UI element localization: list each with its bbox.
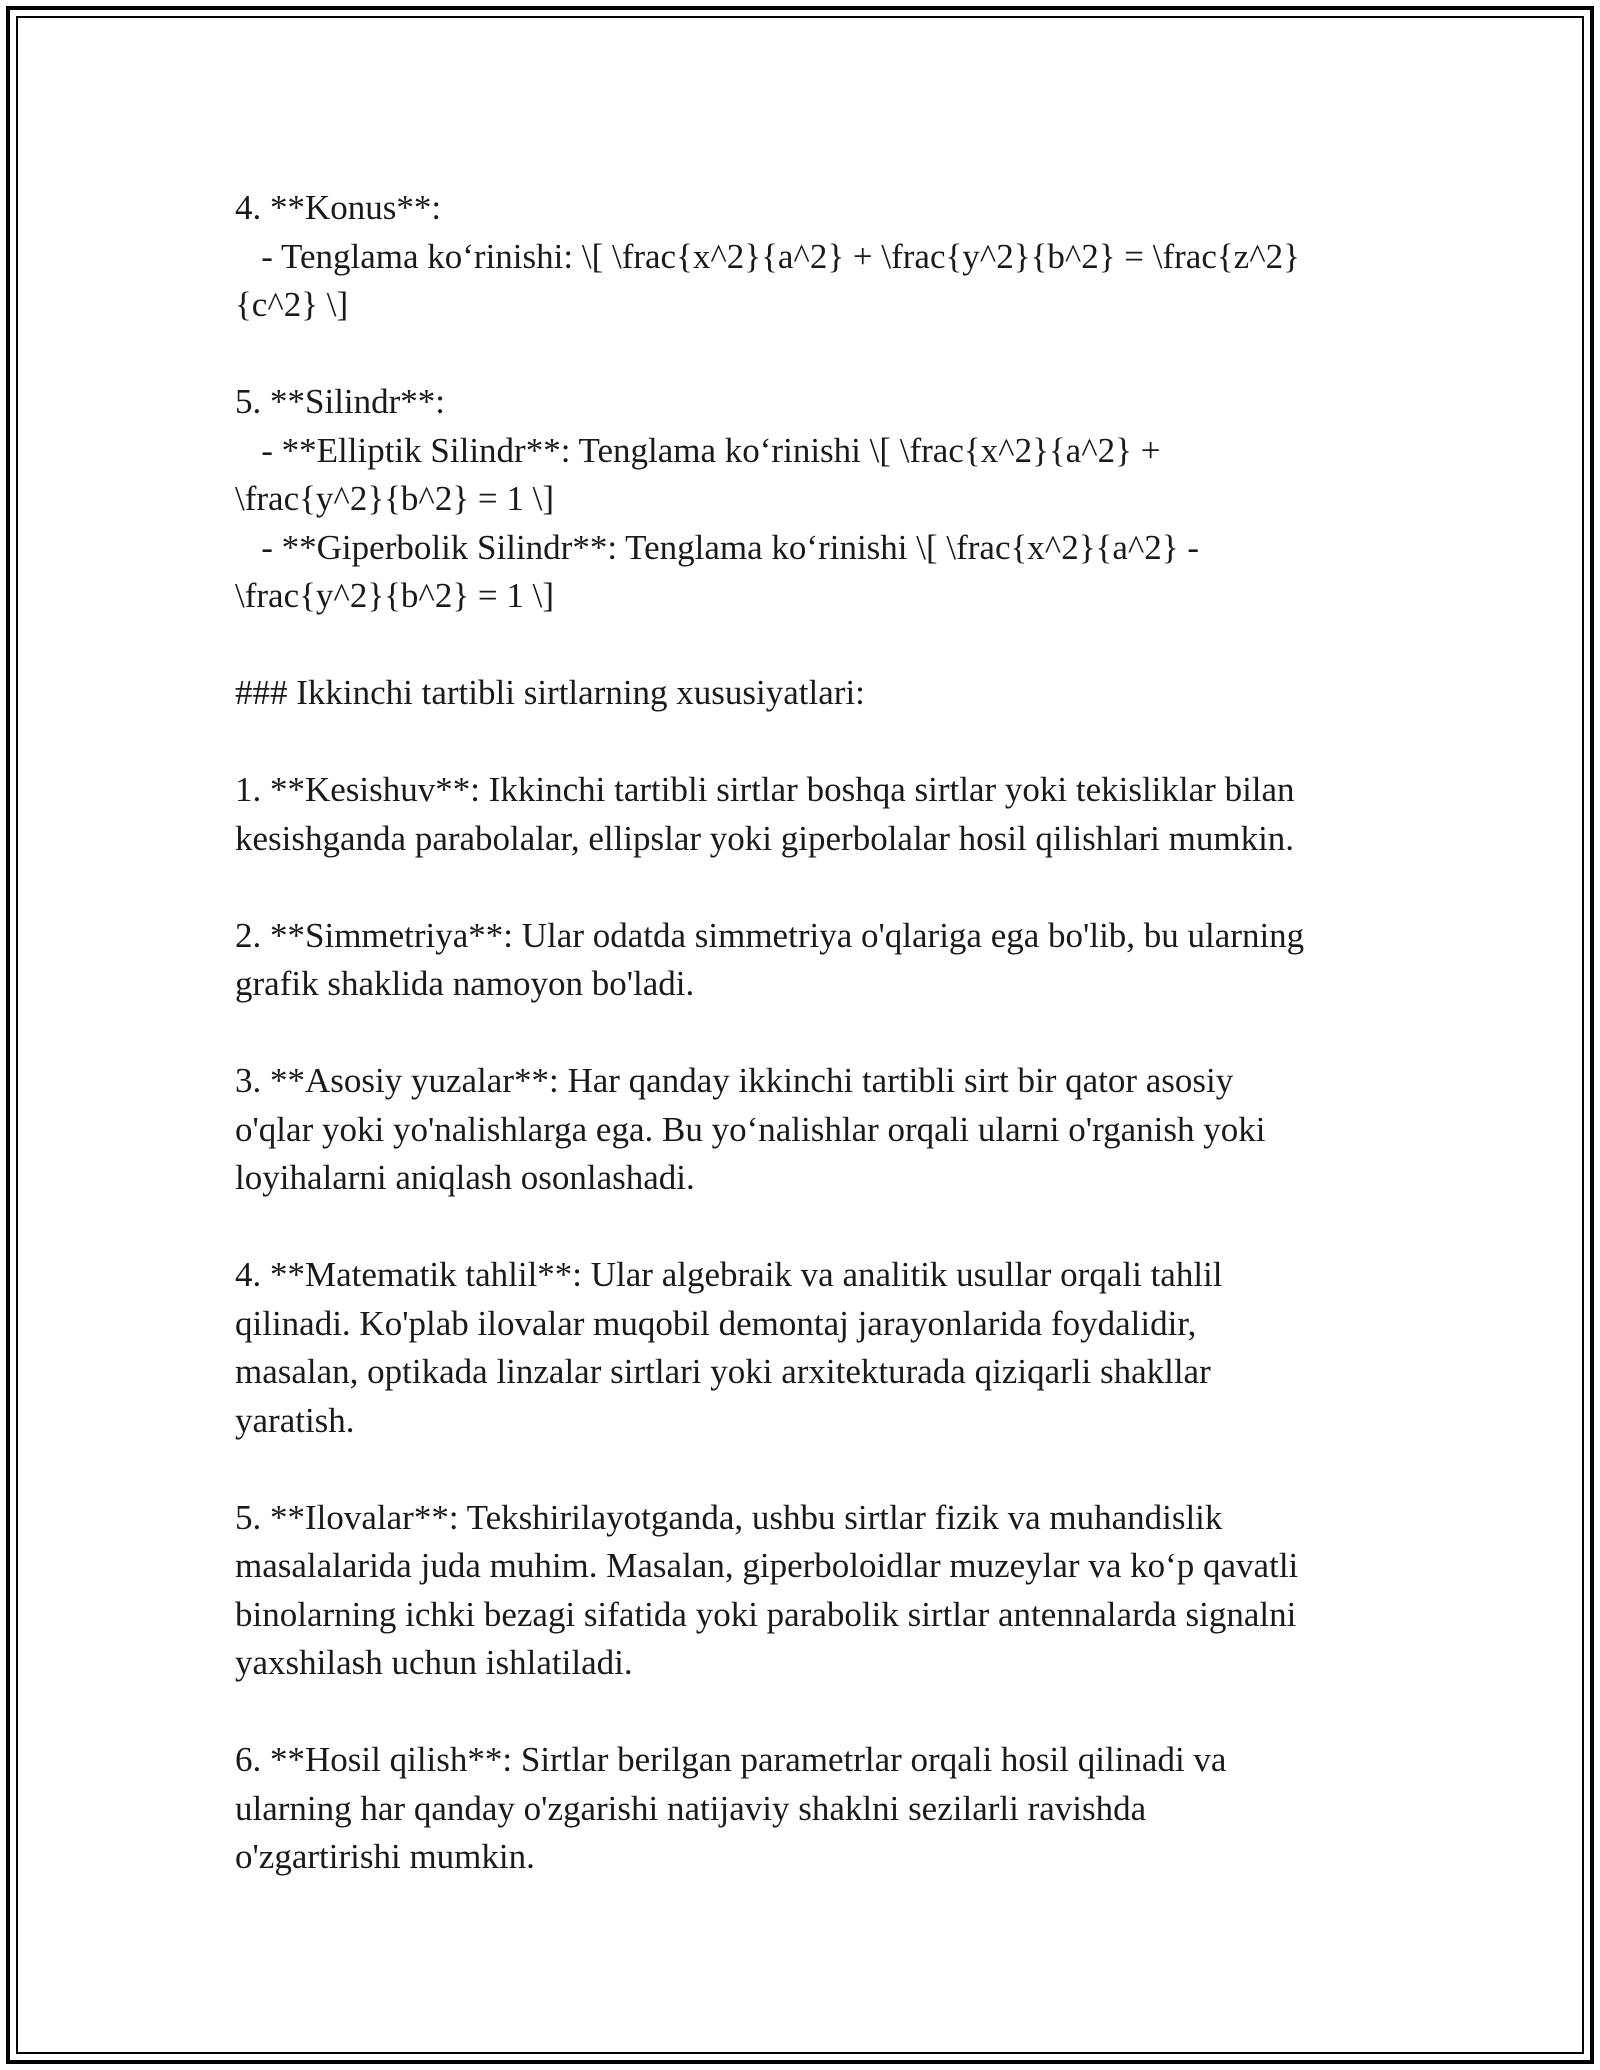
text-line: 4. **Konus**: [235,188,442,227]
text-line: 2. **Simmetriya**: Ular odatda simmetriya o'qlariga ega bo'lib, bu ularning [235,915,1305,955]
text-line: yaxshilash uchun ishlatiladi. [235,1643,633,1682]
text-line: 5. **Ilovalar**: Tekshirilayotganda, ushbu sirtlar fizik va muhandislik [235,1497,1223,1537]
blank-line [235,330,1365,379]
blank-line [235,1009,1365,1058]
blank-line [235,1203,1365,1252]
text-line: masalalarida juda muhim. Masalan, giperboloidlar muzeylar va ko‘p qavatli [235,1546,1299,1585]
blank-line [235,1445,1365,1494]
text-line: qilinadi. Ko'plab ilovalar muqobil demontaj jarayonlarida foydalidir, [235,1303,1197,1343]
text-line: ularning har qanday o'zgarishi natijaviy shaklni sezilarli ravishda [235,1788,1147,1828]
text-line: binolarning ichki bezagi sifatida yoki parabolik sirtlar antennalarda signalni [235,1594,1297,1634]
text-line: \frac{y^2}{b^2} = 1 \] [235,576,555,615]
blank-line [235,863,1365,912]
text-line: o'zgartirishi mumkin. [235,1837,535,1876]
document-body [235,184,1365,1882]
text-line: loyihalarni aniqlash osonlashadi. [235,1158,695,1197]
text-line: - Tenglama ko‘rinishi: \[ \frac{x^2}{a^2} + \frac{y^2}{b^2} = \frac{z^2} [235,236,1300,276]
text-line: 4. **Matematik tahlil**: Ular algebraik va analitik usullar orqali tahlil [235,1255,1223,1294]
text-line: kesishganda parabolalar, ellipslar yoki giperbolalar hosil qilishlari mumkin. [235,818,1295,858]
text-line: 3. **Asosiy yuzalar**: Har qanday ikkinchi tartibli sirt bir qator asosiy [235,1061,1234,1100]
blank-line [235,621,1365,670]
blank-line [235,718,1365,767]
text-line: masalan, optikada linzalar sirtlari yoki arxitekturada qiziqarli shakllar [235,1352,1211,1391]
text-line: {c^2} \] [235,285,349,324]
text-line: \frac{y^2}{b^2} = 1 \] [235,479,555,518]
text-line: 6. **Hosil qilish**: Sirtlar berilgan parametrlar orqali hosil qilinadi va [235,1740,1227,1779]
text-line: yaratish. [235,1400,355,1440]
text-line: o'qlar yoki yo'nalishlarga ega. Bu yo‘nalishlar orqali ularni o'rganish yoki [235,1109,1266,1149]
blank-line [235,1688,1365,1737]
text-line: 5. **Silindr**: [235,382,446,421]
text-line: 1. **Kesishuv**: Ikkinchi tartibli sirtlar boshqa sirtlar yoki tekisliklar bilan [235,770,1295,809]
text-line: ### Ikkinchi tartibli sirtlarning xususiyatlari: [235,673,865,712]
text-line: grafik shaklida namoyon bo'ladi. [235,964,695,1003]
text-line: - **Giperbolik Silindr**: Tenglama ko‘rinishi \[ \frac{x^2}{a^2} - [235,527,1199,567]
text-line: - **Elliptik Silindr**: Tenglama ko‘rinishi \[ \frac{x^2}{a^2} + [235,430,1161,470]
